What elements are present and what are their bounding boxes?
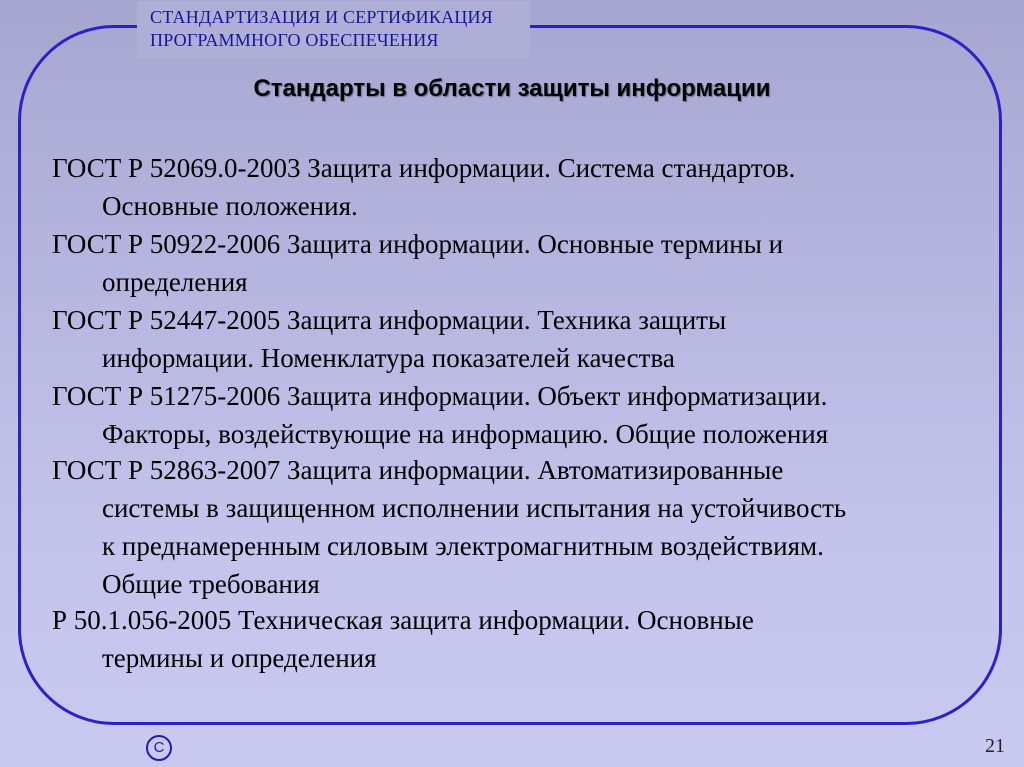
- standard-line: Основные положения.: [102, 191, 358, 221]
- standard-line: термины и определения: [102, 643, 377, 673]
- standard-line: Общие требования: [102, 569, 320, 599]
- slide-title: Стандарты в области защиты информации: [253, 75, 771, 102]
- standard-item: [52, 377, 982, 453]
- standard-item: [52, 225, 982, 301]
- standard-line: системы в защищенном исполнении испытания на устойчивость: [102, 493, 847, 523]
- page-number: 21: [985, 735, 1005, 757]
- standard-line: ГОСТ Р 52447-2005 Защита информации. Техника защиты: [52, 305, 727, 335]
- standard-item: [52, 451, 982, 603]
- header-line-2: ПРОГРАММНОГО ОБЕСПЕЧЕНИЯ: [150, 30, 439, 50]
- standard-item: [52, 301, 982, 377]
- standard-line: ГОСТ Р 52069.0-2003 Защита информации. Система стандартов.: [52, 153, 796, 183]
- standard-line: Р 50.1.056-2005 Техническая защита информации. Основные: [52, 605, 754, 635]
- standard-line: ГОСТ Р 51275-2006 Защита информации. Объект информатизации.: [52, 381, 828, 411]
- copyright-icon: C: [146, 735, 172, 761]
- standard-line: к преднамеренным силовым электромагнитным воздействиям.: [102, 531, 824, 561]
- standard-line: ГОСТ Р 50922-2006 Защита информации. Основные термины и: [52, 229, 784, 259]
- standard-line: Факторы, воздействующие на информацию. Общие положения: [102, 419, 829, 449]
- standard-line: определения: [102, 267, 248, 297]
- standard-line: ГОСТ Р 52863-2007 Защита информации. Автоматизированные: [52, 455, 784, 485]
- header-line-1: СТАНДАРТИЗАЦИЯ И СЕРТИФИКАЦИЯ: [150, 7, 493, 27]
- standard-item: [52, 601, 982, 677]
- standard-line: информации. Номенклатура показателей качества: [102, 343, 675, 373]
- standard-item: [52, 149, 982, 225]
